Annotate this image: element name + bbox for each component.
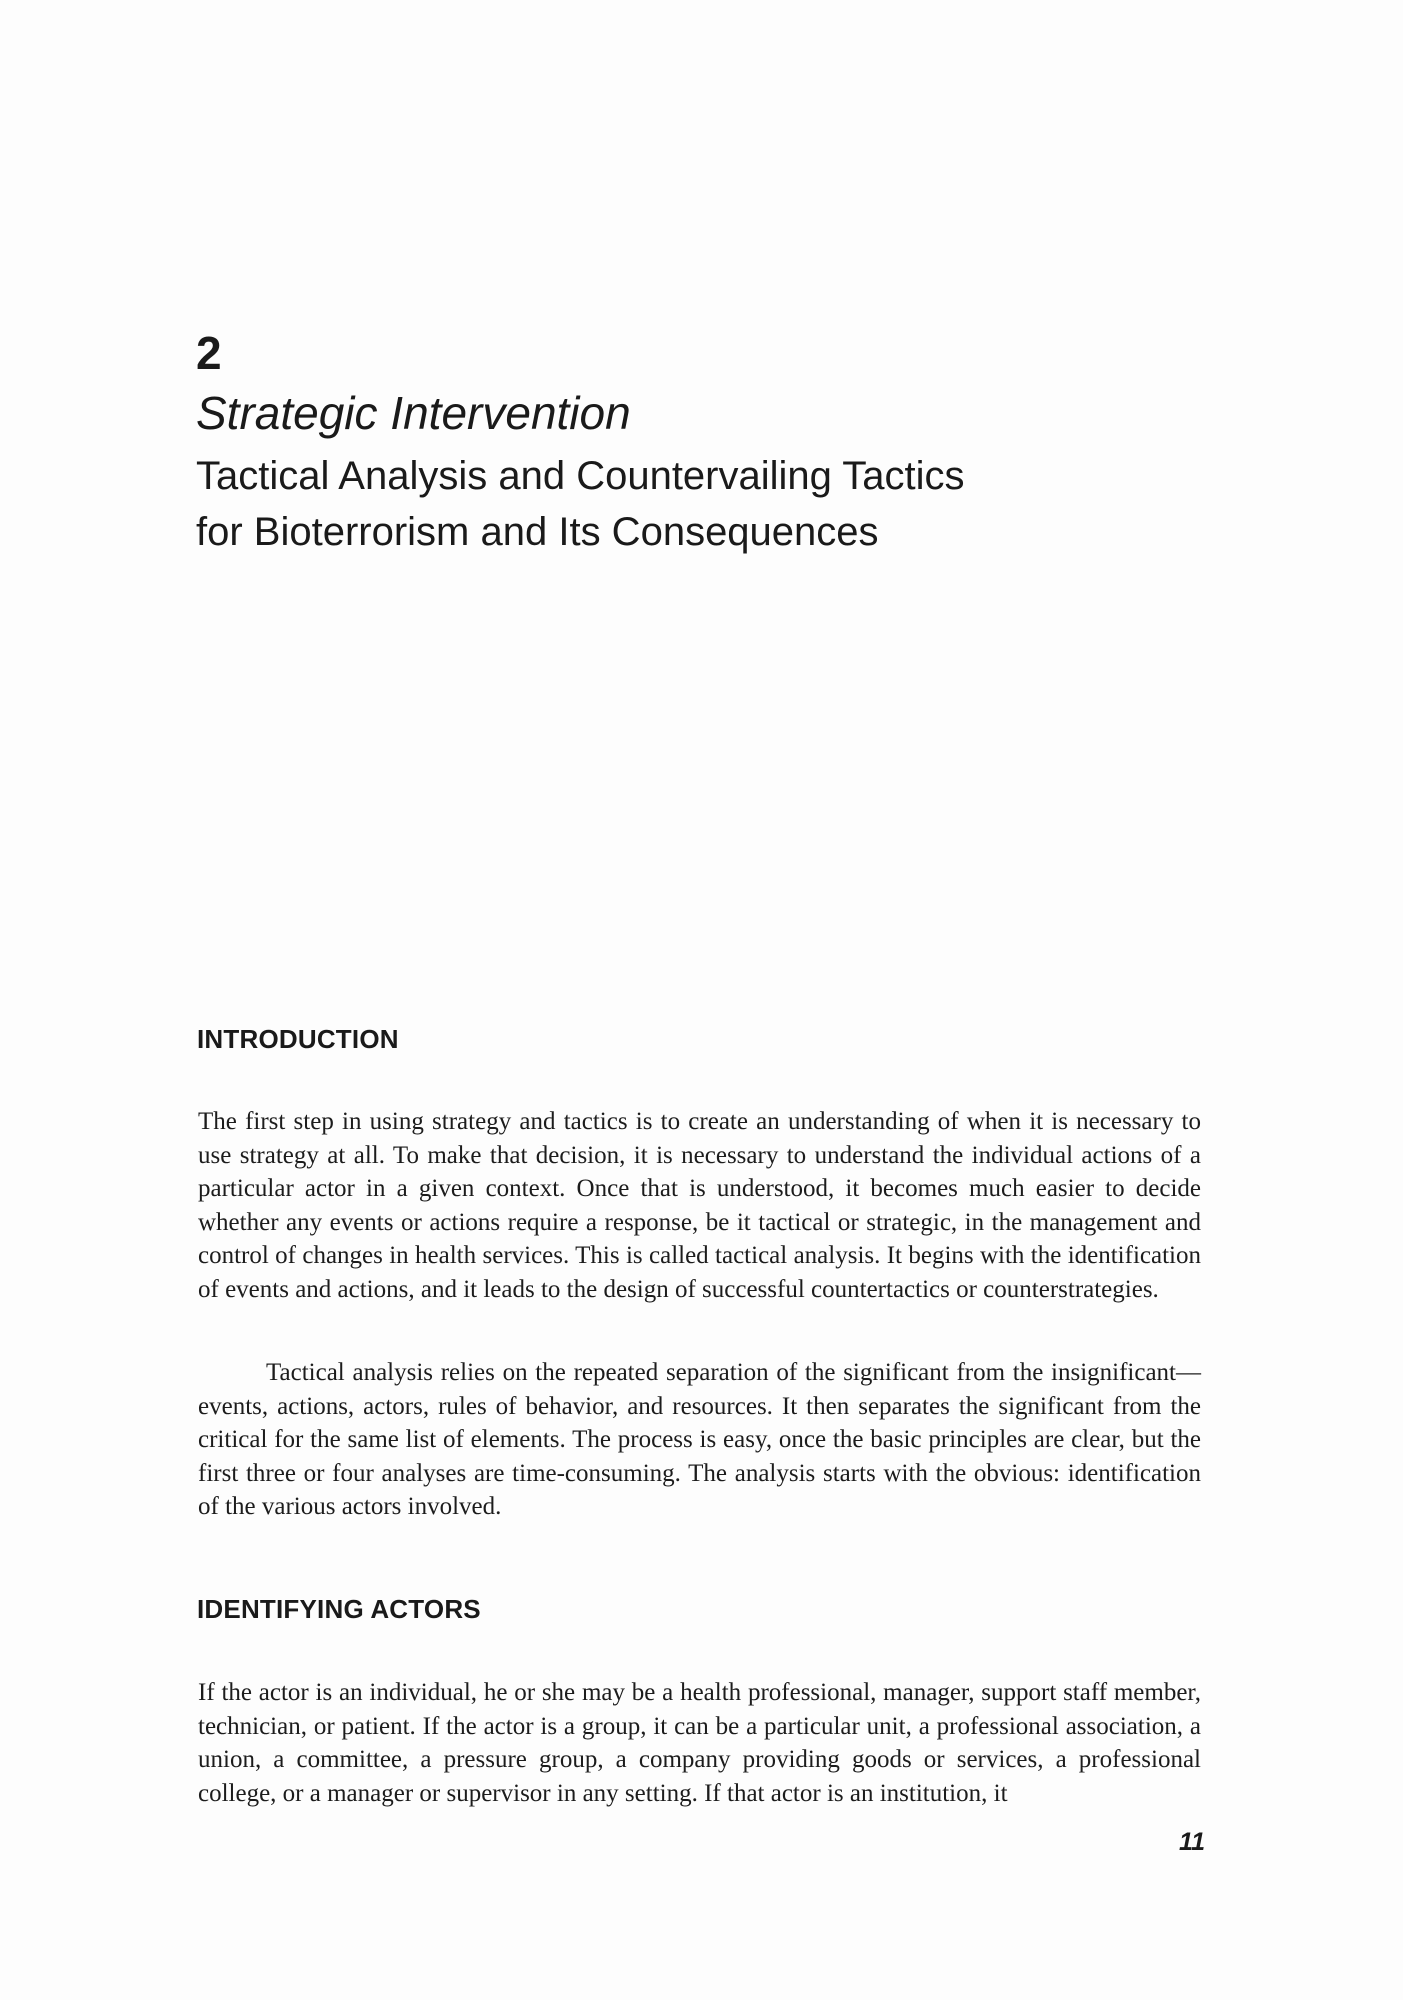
page-number: 11 [1179,1828,1205,1856]
chapter-title: Strategic Intervention [196,387,631,439]
section-heading-introduction: INTRODUCTION [197,1024,399,1054]
chapter-number: 2 [196,327,222,379]
body-paragraph: If the actor is an individual, he or she may be a health professional, manager, support staff member, technician, or patient. If the actor is a group, it can be a particular unit, a professional association, a union, a committee, a pressure group, a company providing goods or services, a professional college, or a manager or supervisor in any setting. If that actor is an institution, it [198,1679,1201,1807]
chapter-subtitle-line: for Bioterrorism and Its Consequences [196,510,879,554]
body-paragraph: The first step in using strategy and tactics is to create an understanding of when it is necessary to use strategy at all. To make that decision, it is necessary to understand the individual actions of a particular actor in a given context. Once that is understood, it becomes much easier to decide whether any events or actions require a response, be it tactical or strategic, in the management and control of changes in health services. This is called tactical analysis. It begins with the identification of events and actions, and it leads to the design of successful countertactics or counterstrategies. [198,1108,1201,1303]
section-heading-identifying-actors: IDENTIFYING ACTORS [197,1594,481,1624]
body-paragraph: Tactical analysis relies on the repeated separation of the significant from the insignificant—events, actions, actors, rules of behavior, and resources. It then separates the significant from the critical for the same list of elements. The process is easy, once the basic principles are clear, but the first three or four analyses are time-consuming. The analysis starts with the obvious: identification of the various actors involved. [198,1359,1201,1520]
chapter-subtitle-line: Tactical Analysis and Countervailing Tactics [196,454,965,498]
chapter-subtitle [196,448,1196,560]
